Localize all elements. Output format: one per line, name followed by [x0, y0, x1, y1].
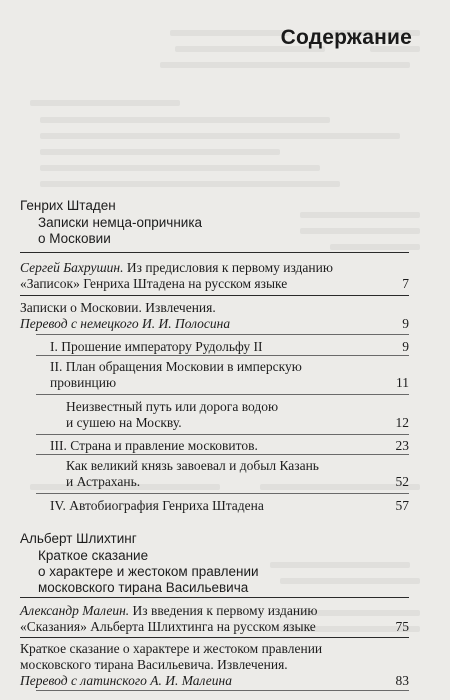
entry-author: Александр Малеин. — [20, 603, 130, 618]
page-number: 9 — [402, 316, 409, 331]
entry-line: Александр Малеин. Из введения к первому изданию — [20, 603, 318, 618]
work-title — [38, 215, 202, 247]
page-number: 7 — [402, 276, 409, 291]
translator-credit: Перевод с немецкого И. И. Полосина — [20, 316, 231, 331]
author-name: Альберт Шлихтинг — [20, 531, 137, 546]
entry-rule — [36, 690, 409, 691]
entry-author: Сергей Бахрушин. — [20, 260, 124, 275]
page-number: 52 — [395, 474, 409, 489]
entry-title: Краткое сказание о характере и жестоком правлении — [20, 641, 323, 656]
work-title-line: Краткое сказание — [38, 548, 149, 563]
entry-rule — [36, 493, 409, 494]
toc-subchapter[interactable]: Неизвестный путь или дорога водою и сушею на Москву. 12 — [66, 399, 409, 430]
page-number: 75 — [395, 619, 409, 634]
section-rule — [20, 597, 409, 598]
entry-line: Сергей Бахрушин. Из предисловия к первому изданию — [20, 260, 333, 275]
entry-line: «Сказания» Альберта Шлихтинга на русском языке — [20, 619, 316, 634]
toc-entry-extract[interactable] — [20, 641, 409, 689]
page-number: 83 — [395, 673, 409, 688]
author-name: Генрих Штаден — [20, 198, 116, 213]
entry-rule — [36, 434, 409, 435]
entry-line: «Записок» Генриха Штадена на русском языке — [20, 276, 288, 291]
toc-chapter[interactable]: IV. Автобиография Генриха Штадена 57 — [50, 498, 409, 513]
entry-rule — [36, 454, 409, 455]
entry-rule — [36, 394, 409, 395]
entry-title: Записки о Московии. Извлечения. — [20, 300, 216, 315]
toc-entry-intro[interactable] — [20, 260, 409, 292]
entry-rule — [20, 637, 409, 638]
entry-rule — [36, 355, 409, 356]
work-title-line: московского тирана Васильевича — [38, 580, 249, 595]
entry-title: московского тирана Васильевича. Извлечения. — [20, 657, 288, 672]
work-title-line: Записки немца-опричника — [38, 215, 203, 230]
work-title — [38, 548, 259, 596]
translator-credit: Перевод с латинского А. И. Малеина — [20, 673, 232, 688]
toc-entry-extract[interactable] — [20, 300, 409, 332]
work-title-line: о характере и жестоком правлении — [38, 564, 259, 579]
section-rule — [20, 252, 409, 253]
work-title-line: о Московии — [38, 231, 111, 246]
toc-chapter[interactable]: III. Страна и правление московитов. 23 — [50, 438, 409, 453]
toc-subchapter[interactable]: Как великий князь завоевал и добыл Казань и Астрахань. 52 — [66, 458, 409, 489]
page-number: 12 — [395, 415, 409, 430]
page-number: 9 — [402, 339, 409, 354]
toc-chapter[interactable]: I. Прошение императору Рудольфу II 9 — [50, 339, 409, 354]
page-number: 57 — [395, 498, 409, 513]
page-number: 23 — [395, 438, 409, 453]
page-title: Содержание — [280, 26, 412, 49]
entry-rule — [20, 295, 409, 296]
page-number: 11 — [396, 375, 409, 390]
entry-rule — [36, 334, 409, 335]
toc-chapter[interactable]: II. План обращения Московии в имперскую провинцию 11 — [50, 359, 409, 390]
toc-entry-intro[interactable] — [20, 603, 409, 635]
